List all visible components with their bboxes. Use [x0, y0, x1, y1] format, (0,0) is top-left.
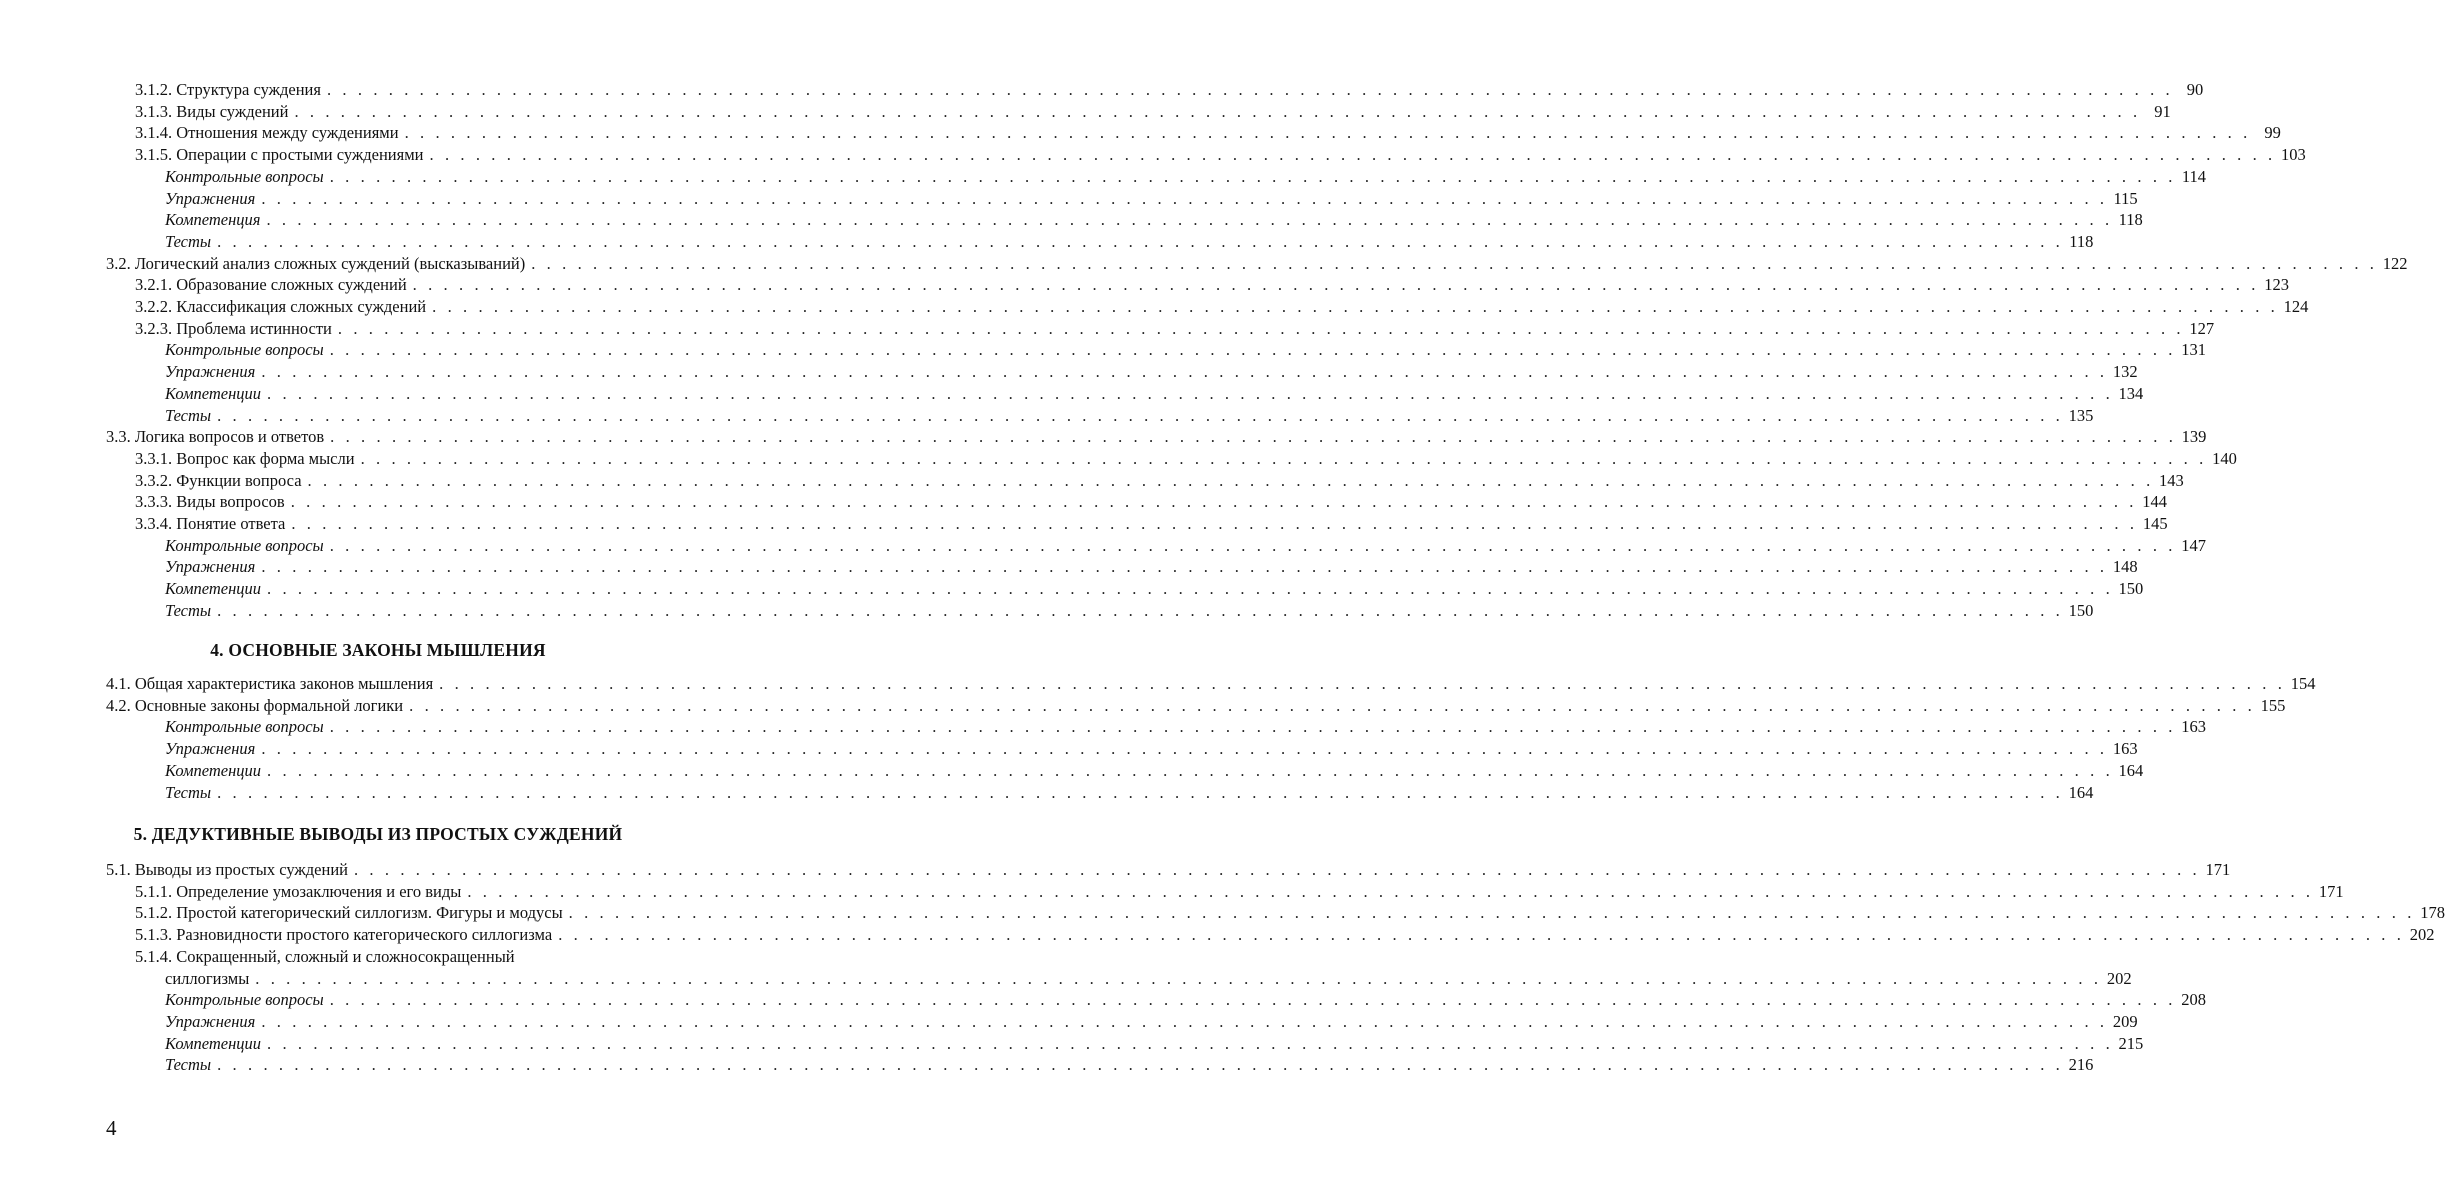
toc-row	[0, 188, 2138, 210]
toc-entry-text: 3.3.4. Понятие ответа	[135, 514, 286, 533]
dot-leader: . . . . . . . . . . . . . . . . . . . . . . . . . . . . . . . . . . . . . . . . . . . . . . . . . . . . . . . . . . . . . . . . . . . . . . . . . . . . . . . . . . . . . . . . . . . . . . . . . . . . . . . . . . . . . . . . . . . . . . . .	[326, 80, 2174, 99]
toc-row	[0, 491, 2168, 513]
toc-page-number: 208	[2181, 990, 2207, 1010]
toc-row	[0, 361, 2138, 383]
dot-leader: . . . . . . . . . . . . . . . . . . . . . . . . . . . . . . . . . . . . . . . . . . . . . . . . . . . . . . . . . . . . . . . . . . . . . . . . . . . . . . . . . . . . . . . . . . . . . . . . . . . . . . . . . . . . . . . . . . . . . . . .	[360, 448, 2207, 468]
toc-row	[0, 405, 2094, 427]
dot-leader: . . . . . . . . . . . . . . . . . . . . . . . . . . . . . . . . . . . . . . . . . . . . . . . . . . . . . . . . . . . . . . . . . . . . . . . . . . . . . . . . . . . . . . . . . . . . . . . . . . . . . . . . . . . . . . . . . . . . . . . .	[261, 739, 2108, 759]
toc-entry-text: 3.1.4. Отношения между суждениями	[135, 123, 399, 143]
chapter-heading: 4. ОСНОВНЫЕ ЗАКОНЫ МЫШЛЕНИЯ	[210, 640, 546, 660]
toc-entry-text: Контрольные вопросы	[165, 990, 324, 1010]
dot-leader: . . . . . . . . . . . . . . . . . . . . . . . . . . . . . . . . . . . . . . . . . . . . . . . . . . . . . . . . . . . . . . . . . . . . . . . . . . . . . . . . . . . . . . . . . . . . . . . . . . . . . . . . . . . . . . . . . . . . . . . .	[217, 405, 2064, 425]
dot-leader: . . . . . . . . . . . . . . . . . . . . . . . . . . . . . . . . . . . . . . . . . . . . . . . . . . . . . . . . . . . . . . . . . . . . . . . . . . . . . . . . . . . . . . . . . . . . . . . . . . . . . . . . . . . . . . . . . . . . . . . .	[353, 860, 2201, 879]
toc-page-number: 103	[2281, 145, 2306, 165]
toc-page-number: 147	[2181, 535, 2207, 555]
toc-page-number: 216	[2068, 1055, 2094, 1075]
toc-entry-text: Тесты	[165, 1055, 212, 1075]
dot-leader: . . . . . . . . . . . . . . . . . . . . . . . . . . . . . . . . . . . . . . . . . . . . . . . . . . . . . . . . . . . . . . . . . . . . . . . . . . . . . . . . . . . . . . . . . . . . . . . . . . . . . . . . . . . . . . . . . . . . . . . .	[261, 1011, 2108, 1031]
toc-row	[0, 513, 2168, 535]
toc-page-number: 132	[2112, 362, 2138, 382]
toc-row	[0, 695, 2286, 717]
toc-row	[0, 716, 2207, 738]
dot-leader: . . . . . . . . . . . . . . . . . . . . . . . . . . . . . . . . . . . . . . . . . . . . . . . . . . . . . . . . . . . . . . . . . . . . . . . . . . . . . . . . . . . . . . . . . . . . . . . . . . . . . . . . . . . . . . . . . . . . . . . .	[255, 968, 2102, 988]
toc-page-number: 148	[2112, 557, 2138, 577]
dot-leader: . . . . . . . . . . . . . . . . . . . . . . . . . . . . . . . . . . . . . . . . . . . . . . . . . . . . . . . . . . . . . . . . . . . . . . . . . . . . . . . . . . . . . . . . . . . . . . . . . . . . . . . . . . . . . . . . . . . . . . . .	[294, 101, 2141, 121]
toc-entry-continuation: силлогизмы	[165, 968, 250, 988]
toc-entry-text: 5.1.3. Разновидности простого категорического силлогизма	[135, 925, 553, 945]
toc-row	[0, 738, 2138, 760]
toc-row	[0, 1054, 2094, 1076]
toc-row	[0, 968, 2132, 990]
toc-entry-text: Компетенции	[165, 1033, 262, 1053]
toc-page-number: 143	[2159, 470, 2184, 490]
toc-entry-text: 3.3.3. Виды вопросов	[135, 492, 285, 512]
toc-entry-text: Тесты	[165, 600, 212, 620]
toc-row	[0, 166, 2207, 188]
dot-leader: . . . . . . . . . . . . . . . . . . . . . . . . . . . . . . . . . . . . . . . . . . . . . . . . . . . . . . . . . . . . . . . . . . . . . . . . . . . . . . . . . . . . . . . . . . . . . . . . . . . . . . . . . . . . . . . . . . . . . . . .	[267, 383, 2114, 403]
toc-page-number: 99	[2264, 123, 2281, 143]
toc-entry-text: Компетенции	[165, 760, 262, 780]
toc-page-number: 127	[2189, 318, 2215, 338]
toc-entry-text: 3.3. Логика вопросов и ответов	[106, 427, 325, 447]
toc-row	[0, 318, 2215, 340]
toc-entry-text: Упражнения	[165, 739, 256, 759]
toc-page-number: 135	[2068, 405, 2094, 425]
toc-page-number: 209	[2112, 1011, 2138, 1031]
dot-leader: . . . . . . . . . . . . . . . . . . . . . . . . . . . . . . . . . . . . . . . . . . . . . . . . . . . . . . . . . . . . . . . . . . . . . . . . . . . . . . . . . . . . . . . . . . . . . . . . . . . . . . . . . . . . . . . . . . . . . . . .	[329, 990, 2177, 1010]
toc-row	[0, 859, 2231, 881]
toc-row	[0, 924, 2435, 946]
toc-page-number: 124	[2283, 297, 2309, 316]
toc-entry-text: 5.1. Выводы из простых суждений	[106, 860, 348, 879]
toc-entry-text: Компетенции	[165, 579, 262, 599]
toc-row	[0, 231, 2094, 253]
toc-page-number: 118	[2118, 210, 2143, 230]
dot-leader: . . . . . . . . . . . . . . . . . . . . . . . . . . . . . . . . . . . . . . . . . . . . . . . . . . . . . . . . . . . . . . . . . . . . . . . . . . . . . . . . . . . . . . . . . . . . . . . . . . . . . . . . . . . . . . . . . . . . . . . .	[531, 253, 2378, 273]
toc-row	[0, 253, 2408, 275]
toc-page-number: 140	[2212, 448, 2237, 468]
dot-leader: . . . . . . . . . . . . . . . . . . . . . . . . . . . . . . . . . . . . . . . . . . . . . . . . . . . . . . . . . . . . . . . . . . . . . . . . . . . . . . . . . . . . . . . . . . . . . . . . . . . . . . . . . . . . . . . . . . . . . . . .	[307, 470, 2154, 490]
toc-row	[0, 989, 2207, 1011]
toc-page-number: 154	[2290, 674, 2316, 693]
toc-row	[0, 101, 2171, 123]
toc-entry-text: 3.1.2. Структура суждения	[135, 80, 321, 99]
toc-page-number: 171	[2205, 860, 2231, 879]
toc-page-number: 215	[2118, 1033, 2144, 1053]
toc-row	[0, 122, 2281, 144]
toc-entry-text: Упражнения	[165, 188, 256, 208]
toc-entry-text: Компетенции	[165, 383, 262, 403]
toc-page-number: 178	[2420, 903, 2445, 923]
toc-row	[0, 782, 2094, 804]
toc-entry-text: 3.3.2. Функции вопроса	[135, 470, 302, 490]
toc-row	[0, 535, 2207, 557]
toc-row	[0, 1033, 2144, 1055]
toc-row	[0, 448, 2237, 470]
dot-leader: . . . . . . . . . . . . . . . . . . . . . . . . . . . . . . . . . . . . . . . . . . . . . . . . . . . . . . . . . . . . . . . . . . . . . . . . . . . . . . . . . . . . . . . . . . . . . . . . . . . . . . . . . . . . . . . . . . . . . . . .	[404, 123, 2251, 143]
page-number: 4	[106, 1116, 117, 1140]
dot-leader: . . . . . . . . . . . . . . . . . . . . . . . . . . . . . . . . . . . . . . . . . . . . . . . . . . . . . . . . . . . . . . . . . . . . . . . . . . . . . . . . . . . . . . . . . . . . . . . . . . . . . . . . . . . . . . . . . . . . . . . .	[217, 1055, 2064, 1075]
dot-leader: . . . . . . . . . . . . . . . . . . . . . . . . . . . . . . . . . . . . . . . . . . . . . . . . . . . . . . . . . . . . . . . . . . . . . . . . . . . . . . . . . . . . . . . . . . . . . . . . . . . . . . . . . . . . . . . . . . . . . . . .	[217, 782, 2064, 802]
toc-page-number: 114	[2181, 166, 2207, 186]
dot-leader: . . . . . . . . . . . . . . . . . . . . . . . . . . . . . . . . . . . . . . . . . . . . . . . . . . . . . . . . . . . . . . . . . . . . . . . . . . . . . . . . . . . . . . . . . . . . . . . . . . . . . . . . . . . . . . . . . . . . . . . .	[329, 166, 2177, 186]
toc-page-number: 131	[2181, 340, 2207, 360]
toc-row	[0, 902, 2445, 924]
toc-entry-text: 3.2.1. Образование сложных суждений	[135, 275, 407, 295]
toc-row	[0, 383, 2144, 405]
dot-leader: . . . . . . . . . . . . . . . . . . . . . . . . . . . . . . . . . . . . . . . . . . . . . . . . . . . . . . . . . . . . . . . . . . . . . . . . . . . . . . . . . . . . . . . . . . . . . . . . . . . . . . . . . . . . . . . . . . . . . . . .	[558, 925, 2405, 945]
toc-row	[0, 760, 2144, 782]
toc-page-number: 150	[2118, 579, 2144, 599]
toc-row	[0, 339, 2207, 361]
toc-entry-text: 5.1.1. Определение умозаключения и его виды	[135, 881, 462, 901]
dot-leader: . . . . . . . . . . . . . . . . . . . . . . . . . . . . . . . . . . . . . . . . . . . . . . . . . . . . . . . . . . . . . . . . . . . . . . . . . . . . . . . . . . . . . . . . . . . . . . . . . . . . . . . . . . . . . . . . . . . . . . . .	[217, 231, 2064, 251]
toc-row	[0, 296, 2309, 318]
toc-entry-text: 5.1.2. Простой категорический силлогизм. Фигуры и модусы	[135, 903, 563, 923]
toc-page-number: 202	[2106, 968, 2132, 988]
toc-entry-text: Контрольные вопросы	[165, 717, 324, 737]
dot-leader: . . . . . . . . . . . . . . . . . . . . . . . . . . . . . . . . . . . . . . . . . . . . . . . . . . . . . . . . . . . . . . . . . . . . . . . . . . . . . . . . . . . . . . . . . . . . . . . . . . . . . . . . . . . . . . . . . . . . . . . .	[568, 903, 2415, 923]
toc-row	[0, 556, 2138, 578]
toc-page-number: 90	[2186, 80, 2204, 99]
toc-entry-text: 3.2.3. Проблема истинности	[135, 318, 332, 338]
toc-row	[0, 274, 2289, 296]
dot-leader: . . . . . . . . . . . . . . . . . . . . . . . . . . . . . . . . . . . . . . . . . . . . . . . . . . . . . . . . . . . . . . . . . . . . . . . . . . . . . . . . . . . . . . . . . . . . . . . . . . . . . . . . . . . . . . . . . . . . . . . .	[329, 717, 2177, 737]
toc-page-number: 144	[2142, 492, 2168, 512]
dot-leader: . . . . . . . . . . . . . . . . . . . . . . . . . . . . . . . . . . . . . . . . . . . . . . . . . . . . . . . . . . . . . . . . . . . . . . . . . . . . . . . . . . . . . . . . . . . . . . . . . . . . . . . . . . . . . . . . . . . . . . . .	[432, 297, 2279, 316]
toc-entry-text: 4.1. Общая характеристика законов мышления	[106, 674, 434, 693]
dot-leader: . . . . . . . . . . . . . . . . . . . . . . . . . . . . . . . . . . . . . . . . . . . . . . . . . . . . . . . . . . . . . . . . . . . . . . . . . . . . . . . . . . . . . . . . . . . . . . . . . . . . . . . . . . . . . . . . . . . . . . . .	[217, 600, 2064, 620]
toc-entry-text: Упражнения	[165, 362, 256, 382]
dot-leader: . . . . . . . . . . . . . . . . . . . . . . . . . . . . . . . . . . . . . . . . . . . . . . . . . . . . . . . . . . . . . . . . . . . . . . . . . . . . . . . . . . . . . . . . . . . . . . . . . . . . . . . . . . . . . . . . . . . . . . . .	[261, 362, 2108, 382]
toc-page-number: 171	[2318, 881, 2344, 901]
toc-page-number: 123	[2264, 275, 2289, 295]
toc-page-number: 155	[2260, 695, 2286, 715]
toc-entry-text: Упражнения	[165, 557, 256, 577]
toc-entry-text: Контрольные вопросы	[165, 535, 324, 555]
dot-leader: . . . . . . . . . . . . . . . . . . . . . . . . . . . . . . . . . . . . . . . . . . . . . . . . . . . . . . . . . . . . . . . . . . . . . . . . . . . . . . . . . . . . . . . . . . . . . . . . . . . . . . . . . . . . . . . . . . . . . . . .	[290, 492, 2138, 512]
toc-page-number: 139	[2181, 427, 2207, 447]
toc-entry-text: Тесты	[165, 231, 212, 251]
toc-row	[0, 426, 2207, 448]
toc-entry-text: Компетенция	[165, 210, 261, 230]
toc-row	[0, 1011, 2138, 1033]
toc-row	[0, 673, 2316, 695]
dot-leader: . . . . . . . . . . . . . . . . . . . . . . . . . . . . . . . . . . . . . . . . . . . . . . . . . . . . . . . . . . . . . . . . . . . . . . . . . . . . . . . . . . . . . . . . . . . . . . . . . . . . . . . . . . . . . . . . . . . . . . . .	[409, 695, 2256, 715]
dot-leader: . . . . . . . . . . . . . . . . . . . . . . . . . . . . . . . . . . . . . . . . . . . . . . . . . . . . . . . . . . . . . . . . . . . . . . . . . . . . . . . . . . . . . . . . . . . . . . . . . . . . . . . . . . . . . . . . . . . . . . . .	[267, 1033, 2114, 1053]
toc-row	[0, 209, 2143, 231]
dot-leader: . . . . . . . . . . . . . . . . . . . . . . . . . . . . . . . . . . . . . . . . . . . . . . . . . . . . . . . . . . . . . . . . . . . . . . . . . . . . . . . . . . . . . . . . . . . . . . . . . . . . . . . . . . . . . . . . . . . . . . . .	[261, 188, 2108, 208]
toc-entry-text: Упражнения	[165, 1011, 256, 1031]
toc-row	[0, 881, 2344, 903]
toc-page-number: 202	[2409, 925, 2435, 945]
toc-page-number: 134	[2118, 383, 2144, 403]
toc-page-number: 164	[2118, 760, 2144, 780]
dot-leader: . . . . . . . . . . . . . . . . . . . . . . . . . . . . . . . . . . . . . . . . . . . . . . . . . . . . . . . . . . . . . . . . . . . . . . . . . . . . . . . . . . . . . . . . . . . . . . . . . . . . . . . . . . . . . . . . . . . . . . . .	[267, 760, 2114, 780]
dot-leader: . . . . . . . . . . . . . . . . . . . . . . . . . . . . . . . . . . . . . . . . . . . . . . . . . . . . . . . . . . . . . . . . . . . . . . . . . . . . . . . . . . . . . . . . . . . . . . . . . . . . . . . . . . . . . . . . . . . . . . . .	[329, 340, 2177, 360]
toc-entry-text: Тесты	[165, 405, 212, 425]
toc-page-number: 163	[2181, 717, 2207, 737]
toc-entry-text: Контрольные вопросы	[165, 166, 324, 186]
toc-entry-text: Контрольные вопросы	[165, 340, 324, 360]
dot-leader: . . . . . . . . . . . . . . . . . . . . . . . . . . . . . . . . . . . . . . . . . . . . . . . . . . . . . . . . . . . . . . . . . . . . . . . . . . . . . . . . . . . . . . . . . . . . . . . . . . . . . . . . . . . . . . . . . . . . . . . .	[267, 579, 2114, 599]
toc-page-number: 150	[2068, 600, 2094, 620]
chapter-heading: 5. ДЕДУКТИВНЫЕ ВЫВОДЫ ИЗ ПРОСТЫХ СУЖДЕНИЙ	[133, 824, 623, 844]
toc-row	[0, 946, 756, 968]
toc-entry-text: 3.2. Логический анализ сложных суждений (высказываний)	[106, 253, 526, 273]
dot-leader: . . . . . . . . . . . . . . . . . . . . . . . . . . . . . . . . . . . . . . . . . . . . . . . . . . . . . . . . . . . . . . . . . . . . . . . . . . . . . . . . . . . . . . . . . . . . . . . . . . . . . . . . . . . . . . . . . . . . . . . .	[261, 557, 2108, 577]
dot-leader: . . . . . . . . . . . . . . . . . . . . . . . . . . . . . . . . . . . . . . . . . . . . . . . . . . . . . . . . . . . . . . . . . . . . . . . . . . . . . . . . . . . . . . . . . . . . . . . . . . . . . . . . . . . . . . . . . . . . . . . .	[467, 881, 2314, 901]
dot-leader: . . . . . . . . . . . . . . . . . . . . . . . . . . . . . . . . . . . . . . . . . . . . . . . . . . . . . . . . . . . . . . . . . . . . . . . . . . . . . . . . . . . . . . . . . . . . . . . . . . . . . . . . . . . . . . . . . . . . . . . .	[266, 210, 2113, 230]
toc-page-number: 91	[2154, 101, 2171, 121]
toc-page-number: 115	[2113, 188, 2138, 208]
toc-entry-text: 3.2.2. Классификация сложных суждений	[135, 297, 427, 316]
dot-leader: . . . . . . . . . . . . . . . . . . . . . . . . . . . . . . . . . . . . . . . . . . . . . . . . . . . . . . . . . . . . . . . . . . . . . . . . . . . . . . . . . . . . . . . . . . . . . . . . . . . . . . . . . . . . . . . . . . . . . . . .	[337, 318, 2185, 338]
dot-leader: . . . . . . . . . . . . . . . . . . . . . . . . . . . . . . . . . . . . . . . . . . . . . . . . . . . . . . . . . . . . . . . . . . . . . . . . . . . . . . . . . . . . . . . . . . . . . . . . . . . . . . . . . . . . . . . . . . . . . . . .	[429, 145, 2276, 165]
toc-page-number: 164	[2068, 782, 2094, 802]
toc-page-number: 118	[2069, 231, 2094, 251]
toc-page-number: 145	[2142, 514, 2168, 533]
toc-entry-text: 3.3.1. Вопрос как форма мысли	[135, 448, 355, 468]
dot-leader: . . . . . . . . . . . . . . . . . . . . . . . . . . . . . . . . . . . . . . . . . . . . . . . . . . . . . . . . . . . . . . . . . . . . . . . . . . . . . . . . . . . . . . . . . . . . . . . . . . . . . . . . . . . . . . . . . . . . . . . .	[412, 275, 2259, 295]
toc-row	[0, 79, 2204, 101]
dot-leader: . . . . . . . . . . . . . . . . . . . . . . . . . . . . . . . . . . . . . . . . . . . . . . . . . . . . . . . . . . . . . . . . . . . . . . . . . . . . . . . . . . . . . . . . . . . . . . . . . . . . . . . . . . . . . . . . . . . . . . . .	[439, 674, 2286, 693]
toc-entry-text: 4.2. Основные законы формальной логики	[106, 695, 404, 715]
toc-entry-text: 3.1.5. Операции с простыми суждениями	[135, 145, 424, 165]
toc-entry-text: Тесты	[165, 782, 212, 802]
toc-entry-text: 3.1.3. Виды суждений	[135, 101, 289, 121]
toc-page-number: 163	[2112, 739, 2138, 759]
toc-row	[0, 144, 2306, 166]
toc-row	[0, 470, 2184, 492]
toc-row	[0, 600, 2094, 622]
toc-entry-text: 5.1.4. Сокращенный, сложный и сложносокращенный	[135, 946, 515, 966]
toc-row	[0, 578, 2144, 600]
dot-leader: . . . . . . . . . . . . . . . . . . . . . . . . . . . . . . . . . . . . . . . . . . . . . . . . . . . . . . . . . . . . . . . . . . . . . . . . . . . . . . . . . . . . . . . . . . . . . . . . . . . . . . . . . . . . . . . . . . . . . . . .	[329, 535, 2177, 555]
dot-leader: . . . . . . . . . . . . . . . . . . . . . . . . . . . . . . . . . . . . . . . . . . . . . . . . . . . . . . . . . . . . . . . . . . . . . . . . . . . . . . . . . . . . . . . . . . . . . . . . . . . . . . . . . . . . . . . . . . . . . . . .	[291, 514, 2138, 533]
toc-page-number: 122	[2382, 253, 2408, 273]
dot-leader: . . . . . . . . . . . . . . . . . . . . . . . . . . . . . . . . . . . . . . . . . . . . . . . . . . . . . . . . . . . . . . . . . . . . . . . . . . . . . . . . . . . . . . . . . . . . . . . . . . . . . . . . . . . . . . . . . . . . . . . .	[330, 427, 2177, 447]
